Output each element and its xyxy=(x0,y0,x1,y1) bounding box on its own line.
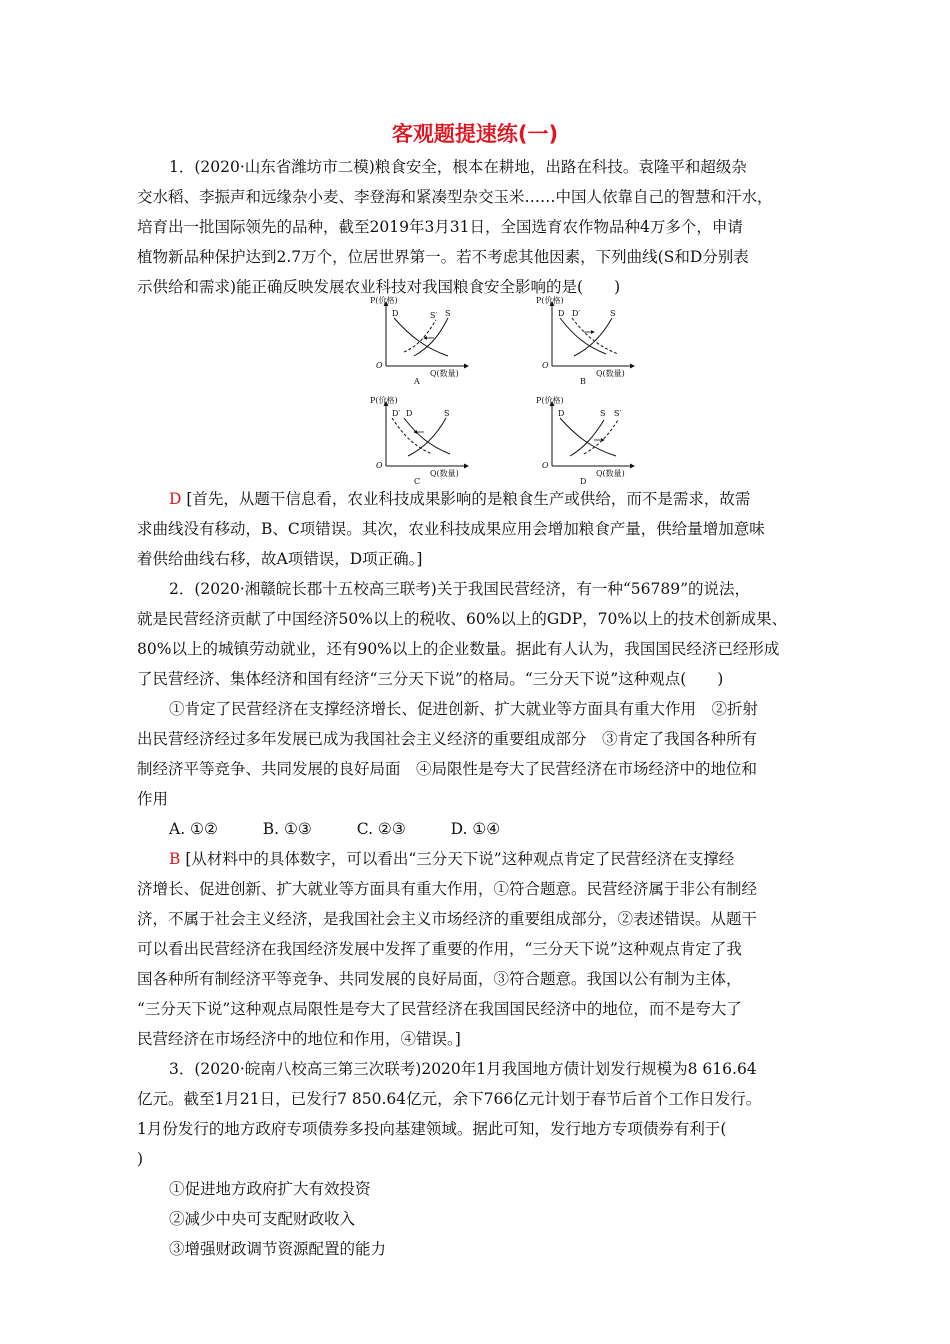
answer-text: 济增长、促进创新、扩大就业等方面具有重大作用，①符合题意。民营经济属于非公有制经 xyxy=(137,880,758,898)
x-axis-label: Q(数量) xyxy=(430,369,459,378)
curve-label: D xyxy=(406,409,413,418)
q3-statement: ①促进地方政府扩大有效投资 xyxy=(169,1180,371,1198)
panel-letter: A xyxy=(414,377,420,384)
question-3 xyxy=(137,1054,817,1264)
q2-statement: 作用 xyxy=(137,790,169,808)
figure-panel-c xyxy=(370,396,490,484)
y-axis-label: P(价格) xyxy=(536,296,564,305)
figure-panel-d xyxy=(536,396,656,484)
curve-label: S xyxy=(444,409,450,418)
curve-label: D xyxy=(558,309,565,318)
answer-letter: D xyxy=(169,490,182,508)
answer-text: 可以看出民营经济在我国经济发展中发挥了重要的作用，“三分天下说”这种观点肯定了我 xyxy=(137,940,742,958)
answer-text: 国各种所有制经济平等竞争、共同发展的良好局面，③符合题意。我国以公有制为主体， xyxy=(137,970,742,988)
page-title: 客观题提速练(一) xyxy=(391,122,559,146)
x-axis-label: Q(数量) xyxy=(596,369,625,378)
curve-label: D xyxy=(558,409,565,418)
origin-label: O xyxy=(542,461,549,470)
y-axis-label: P(价格) xyxy=(536,396,564,405)
curve-label: S′ xyxy=(614,409,622,418)
q1-line: 交水稻、李振声和远缘杂小麦、李登海和紧凑型杂交玉米……中国人依靠自己的智慧和汗水， xyxy=(137,188,773,206)
panel-letter: B xyxy=(580,377,586,384)
origin-label: O xyxy=(542,361,549,370)
answer-text: “三分天下说”这种观点局限性是夸大了民营经济在我国国民经济中的地位，而不是夸大了 xyxy=(137,1000,742,1018)
answer-text: [首先，从题干信息看，农业科技成果影响的是粮食生产或供给，而不是需求，故需 xyxy=(186,490,751,508)
q2-statement: 制经济平等竞争、共同发展的良好局面 ④局限性是夸大了民营经济在市场经济中的地位和 xyxy=(137,760,758,778)
question-1 xyxy=(137,152,817,302)
q2-line: 2．(2020·湘赣皖长郡十五校高三联考)关于我国民营经济，有一种“56789”的说法， xyxy=(169,580,750,598)
curve-label: D′ xyxy=(572,309,581,318)
origin-label: O xyxy=(376,461,383,470)
curve-label: S xyxy=(600,409,606,418)
q3-line: 1月份发行的地方政府专项债券多投向基建领域。据此可知，发行地方专项债券有利于( xyxy=(137,1120,727,1138)
option-a: A. ①② xyxy=(169,820,218,838)
y-axis-label: P(价格) xyxy=(370,296,398,305)
option-b: B. ①③ xyxy=(262,820,312,838)
question-2 xyxy=(137,574,817,844)
answer-letter: B xyxy=(169,850,181,868)
answer-text: 着供给曲线右移，故A项错误，D项正确。] xyxy=(137,550,423,568)
x-axis-label: Q(数量) xyxy=(596,469,625,478)
q2-line: 了民营经济、集体经济和国有经济“三分天下说”的格局。“三分天下说”这种观点( ) xyxy=(137,670,724,688)
q3-statement: ③增强财政调节资源配置的能力 xyxy=(169,1240,387,1258)
q2-statement: 出民营经济经过多年发展已成为我国社会主义经济的重要组成部分 ③肯定了我国各种所有 xyxy=(137,730,758,748)
curve-label: S xyxy=(610,309,616,318)
figure-panel-b xyxy=(536,296,656,384)
figure-panel-a xyxy=(370,296,490,384)
answer-text: [从材料中的具体数字，可以看出“三分天下说”这种观点肯定了民营经济在支撑经 xyxy=(185,850,735,868)
q3-statement: ②减少中央可支配财政收入 xyxy=(169,1210,356,1228)
origin-label: O xyxy=(376,361,383,370)
q1-line: 培育出一批国际领先的品种，截至2019年3月31日，全国选育农作物品种4万多个，申请 xyxy=(137,218,743,236)
option-d: D. ①④ xyxy=(450,820,501,838)
q2-line: 就是民营经济贡献了中国经济50%以上的税收、60%以上的GDP，70%以上的技术创新成果、 xyxy=(137,610,788,628)
answer-1 xyxy=(137,484,817,574)
answer-2 xyxy=(137,844,817,1054)
panel-letter: D xyxy=(580,477,587,484)
option-c: C. ②③ xyxy=(356,820,406,838)
curve-label: S′ xyxy=(430,311,438,320)
y-axis-label: P(价格) xyxy=(370,396,398,405)
q1-line: 示供给和需求)能正确反映发展农业科技对我国粮食安全影响的是( ) xyxy=(137,278,621,296)
q3-line: 亿元。截至1月21日，已发行7 850.64亿元，余下766亿元计划于春节后首个工作日发行。 xyxy=(137,1090,762,1108)
curve-label: D xyxy=(392,309,399,318)
curve-label: S xyxy=(445,309,451,318)
answer-text: 济，不属于社会主义经济，是我国社会主义市场经济的重要组成部分，②表述错误。从题干 xyxy=(137,910,758,928)
q2-options xyxy=(137,814,817,844)
answer-text: 求曲线没有移动，B、C项错误。其次，农业科技成果应用会增加粮食产量，供给量增加意味 xyxy=(137,520,765,538)
panel-letter: C xyxy=(414,477,421,484)
q2-statement: ①肯定了民营经济在支撑经济增长、促进创新、扩大就业等方面具有重大作用 ②折射 xyxy=(169,700,759,718)
q1-line: 1．(2020·山东省潍坊市二模)粮食安全，根本在耕地，出路在科技。袁隆平和超级杂 xyxy=(169,158,747,176)
supply-demand-figures xyxy=(370,296,640,486)
q3-line: ) xyxy=(137,1150,144,1168)
answer-text: 民营经济在市场经济中的地位和作用，④错误。] xyxy=(137,1030,461,1048)
q3-line: 3．(2020·皖南八校高三第三次联考)2020年1月我国地方债计划发行规模为8 616.64 xyxy=(169,1060,757,1078)
x-axis-label: Q(数量) xyxy=(430,469,459,478)
q2-line: 80%以上的城镇劳动就业，还有90%以上的企业数量。据此有人认为，我国国民经济已经形成 xyxy=(137,640,780,658)
q1-line: 植物新品种保护达到2.7万个，位居世界第一。若不考虑其他因素，下列曲线(S和D分别表 xyxy=(137,248,749,266)
curve-label: D′ xyxy=(392,409,401,418)
